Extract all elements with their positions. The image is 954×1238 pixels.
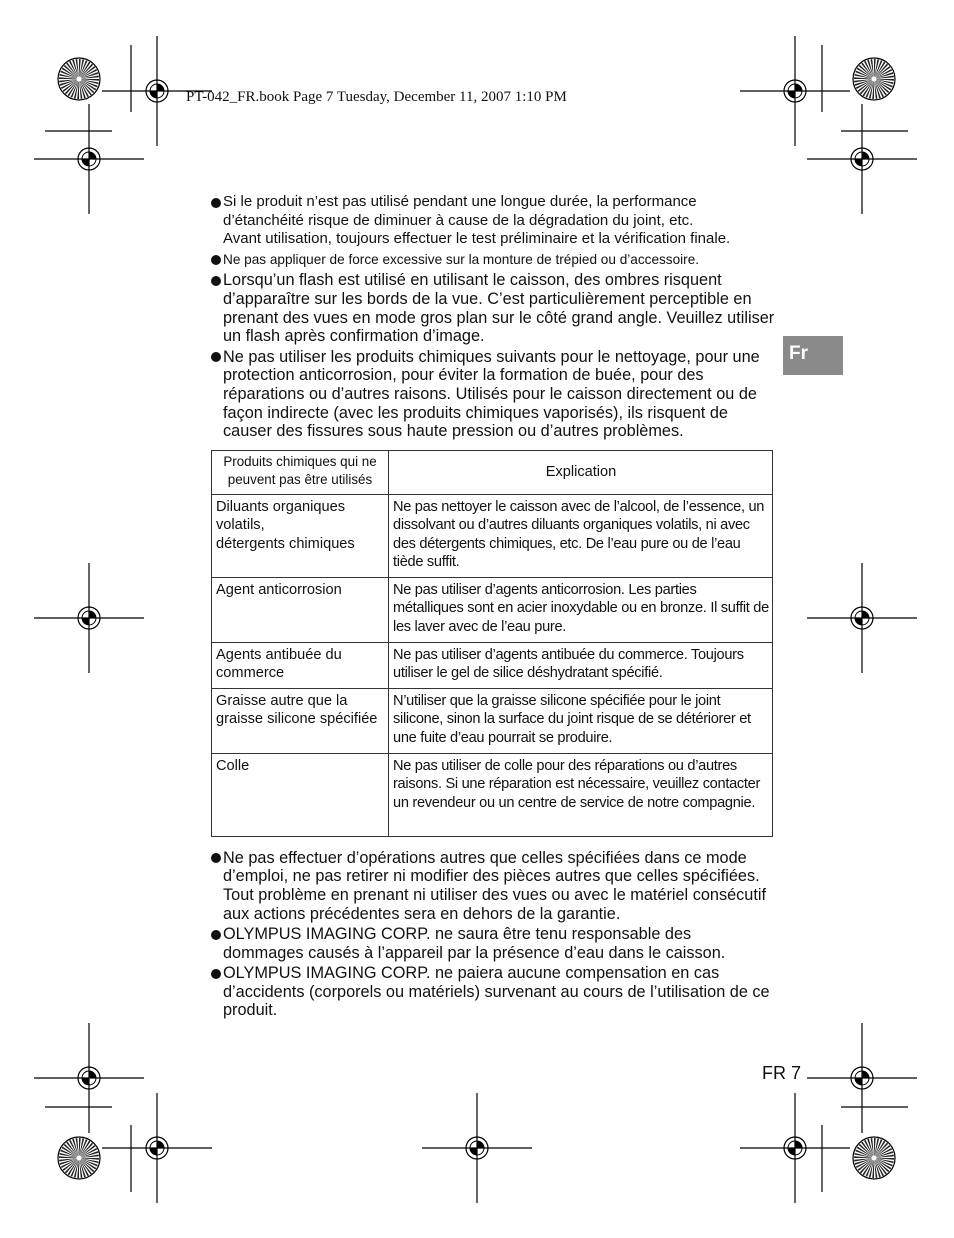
bullet-dot-icon [211, 969, 221, 979]
table-row [212, 577, 773, 642]
bullet-list-bottom [211, 849, 776, 1020]
table-row [212, 688, 773, 753]
bullet-dot-icon [211, 853, 221, 863]
bullet-item [211, 271, 776, 345]
page-content [211, 193, 776, 1022]
table-header-chemicals: Produits chimiques qui ne peuvent pas être utilisés [212, 450, 389, 494]
table-cell-chemical: Agent anticorrosion [212, 577, 389, 642]
chemicals-table [211, 450, 773, 837]
bullet-text: Tout problème en prenant ni utiliser des vues ou avec le matériel consécutif aux actions précédentes sera en dehors de la garantie. [223, 885, 767, 923]
table-cell-chemical: Graisse autre que la graisse silicone spécifiée [212, 688, 389, 753]
table-row [212, 753, 773, 836]
bullet-dot-icon [211, 276, 221, 286]
bullet-text: Ne pas effectuer d’opérations autres que celles spécifiées dans ce mode d’emploi, ne pas retirer ni modifier des pièces autres que celles spécifiées. [223, 848, 760, 886]
table-cell-explanation: Ne pas utiliser d’agents anticorrosion. Les parties métalliques sont en acier inoxydable ou en bronze. Il suffit de les laver avec de l’eau pure. [389, 577, 773, 642]
table-cell-explanation: Ne pas utiliser de colle pour des réparations ou d’autres raisons. Si une réparation est nécessaire, veuillez contacter un revendeur ou un centre de service de notre compagnie. [389, 753, 773, 836]
bullet-dot-icon [211, 198, 221, 208]
language-tab: Fr [783, 336, 843, 375]
bullet-item [211, 849, 776, 923]
table-row [212, 494, 773, 577]
bullet-item [211, 925, 776, 962]
table-cell-chemical: Agents antibuée du commerce [212, 642, 389, 688]
bullet-text: Avant utilisation, toujours effectuer le test préliminaire et la vérification finale. [223, 230, 731, 248]
bullet-dot-icon [211, 352, 221, 362]
bullet-text: Lorsqu’un flash est utilisé en utilisant le caisson, des ombres risquent d’apparaître sur les bords de la vue. C’est particulièrement perceptible en prenant des vues en mode gros plan sur le côté grand angle. Veuillez utiliser un flash après confirmation d’image. [223, 271, 775, 346]
page-number: FR 7 [762, 1063, 802, 1083]
table-row [212, 642, 773, 688]
table-cell-chemical: Diluants organiques volatils, détergents chimiques [212, 494, 389, 577]
table-header-explanation: Explication [389, 450, 773, 494]
bullet-dot-icon [211, 930, 221, 940]
table-cell-chemical: Colle [212, 753, 389, 836]
table-cell-explanation: N’utiliser que la graisse silicone spécifiée pour le joint silicone, sinon la surface du joint risque de se détériorer et une fuite d’eau pourrait se produire. [389, 688, 773, 753]
bullet-item [211, 964, 776, 1020]
bullet-dot-icon [211, 255, 221, 265]
bullet-text: Si le produit n’est pas utilisé pendant une longue durée, la performance d’étanchéité risque de diminuer à cause de la dégradation du joint, etc. [223, 193, 697, 229]
bullet-text: OLYMPUS IMAGING CORP. ne paiera aucune compensation en cas d’accidents (corporels ou matériels) survenant au cours de l’utilisation de ce produit. [223, 964, 770, 1020]
table-cell-explanation: Ne pas utiliser d’agents antibuée du commerce. Toujours utiliser le gel de silice déshydratant spécifié. [389, 642, 773, 688]
bullet-text: Ne pas appliquer de force excessive sur la monture de trépied ou d’accessoire. [223, 251, 700, 267]
bullet-text: Ne pas utiliser les produits chimiques suivants pour le nettoyage, pour une protection anticorrosion, pour éviter la formation de buée, pour des réparations ou d’autres raisons. Utilisés pour le caisson directement ou de façon indirecte (avec les produits chimiques vaporisés), ils risquent de causer des fissures sous haute pression ou d’autres problèmes. [223, 347, 760, 441]
bullet-list-top [211, 193, 776, 441]
table-cell-explanation: Ne pas nettoyer le caisson avec de l’alcool, de l’essence, un dissolvant ou d’autres diluants organiques volatils, ni avec des détergents chimiques, etc. De l’eau pure ou de l’eau tiède suffit. [389, 494, 773, 577]
bullet-text: OLYMPUS IMAGING CORP. ne saura être tenu responsable des dommages causés à l’appareil par la présence d’eau dans le caisson. [223, 925, 726, 962]
table-header-row [212, 450, 773, 494]
print-header-slug: PT-042_FR.book Page 7 Tuesday, December 11, 2007 1:10 PM [186, 89, 567, 105]
bullet-item [211, 193, 776, 249]
bullet-item [211, 348, 776, 441]
bullet-item [211, 251, 776, 270]
